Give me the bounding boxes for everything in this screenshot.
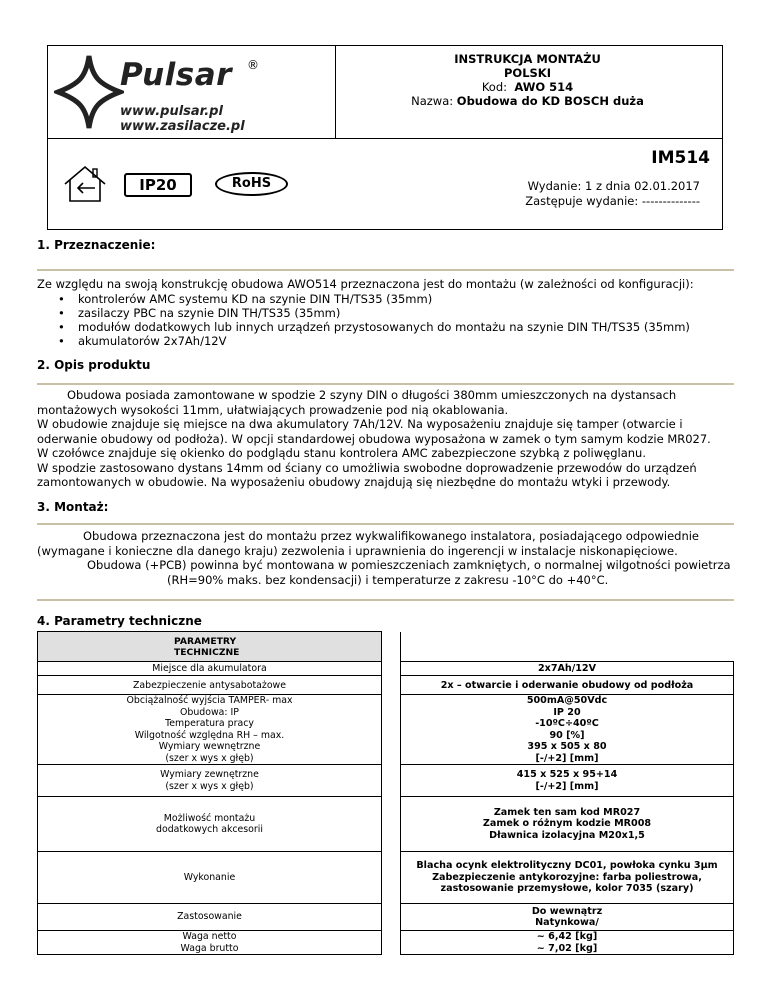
section-3-line: Obudowa (+PCB) powinna być montowana w pomieszczeniach zamkniętych, o normalnej wilgotności powietrza bbox=[87, 558, 731, 572]
row-label: Zastosowanie bbox=[38, 904, 382, 931]
section-3-title: 3. Montaż: bbox=[37, 500, 109, 514]
section-2-title: 2. Opis produktu bbox=[37, 358, 151, 372]
table-row bbox=[38, 662, 734, 676]
header-code bbox=[335, 80, 720, 94]
row-value: Do wewnątrz Natynkowa/ bbox=[401, 904, 734, 931]
table-header-line: TECHNICZNE bbox=[174, 646, 240, 658]
row-value: Zamek ten sam kod MR027 Zamek o różnym kodzie MR008 Dławnica izolacyjna M20x1,5 bbox=[401, 797, 734, 852]
section-3-line: Obudowa przeznaczona jest do montażu przez wykwalifikowanego instalatora, posiadającego odpowiednie bbox=[83, 529, 700, 543]
header-title: INSTRUKCJA MONTAŻU bbox=[454, 52, 601, 66]
section-3-line: (RH=90% maks. bez kondensacji) i temperaturze z zakresu -10°C do +40°C. bbox=[167, 572, 609, 587]
section-2-line: Obudowa posiada zamontowane w spodzie 2 szyny DIN o długości 380mm umieszczonych na dystansach bbox=[67, 388, 677, 402]
section-1-intro: Ze względu na swoją konstrukcję obudowa AWO514 przeznaczona jest do montażu (w zależności od konfiguracji): bbox=[37, 277, 694, 291]
technical-parameters-table bbox=[37, 631, 734, 955]
table-row bbox=[38, 904, 734, 931]
section-1-bullet: • zasilaczy PBC na szynie DIN TH/TS35 (35mm) bbox=[78, 306, 340, 320]
section-3-rule bbox=[37, 523, 734, 525]
logo-url-pulsar: www.pulsar.pl bbox=[120, 104, 223, 119]
section-1-bullet: • kontrolerów AMC systemu KD na szynie DIN TH/TS35 (35mm) bbox=[78, 292, 432, 306]
section-2-line: zamontowanych w obudowie. Na wyposażeniu obudowy znajdują się niezbędne do montażu wtyki i przewody. bbox=[37, 475, 671, 489]
row-value: 500mA@50Vdc IP 20 -10ºC÷40ºC 90 [%] 395 x 505 x 80 [-/+2] [mm] bbox=[401, 695, 734, 765]
logo-url-zasilacze: www.zasilacze.pl bbox=[120, 119, 245, 134]
section-2-line: W obudowie znajduje się miejsce na dwa akumulatory 7Ah/12V. Na wyposażeniu znajduje się tamper (otwarcie i bbox=[37, 417, 683, 431]
logo-brand: Pulsar bbox=[120, 57, 232, 93]
edition-info bbox=[525, 179, 700, 209]
logo-registered-mark: ® bbox=[247, 58, 259, 72]
section-1-bullet: • modułów dodatkowych lub innych urządzeń przystosowanych do montażu na szynie DIN TH/TS35 (35mm) bbox=[78, 320, 690, 334]
table-row bbox=[38, 695, 734, 765]
row-label: Wykonanie bbox=[38, 852, 382, 904]
ip-rating-badge: IP20 bbox=[124, 173, 192, 197]
rohs-badge: RoHS bbox=[215, 172, 288, 196]
row-label: Waga netto Waga brutto bbox=[38, 931, 382, 955]
replaces-edition: Zastępuje wydanie: -------------- bbox=[525, 194, 700, 208]
table-row bbox=[38, 852, 734, 904]
row-label: Możliwość montażu dodatkowych akcesorii bbox=[38, 797, 382, 852]
row-label: Obciążalność wyjścia TAMPER- max Obudowa: IP Temperatura pracy Wilgotność względna RH – max. Wymiary wewnętrzne (szer x wys x głęb) bbox=[38, 695, 382, 765]
table-row bbox=[38, 931, 734, 955]
name-value: Obudowa do KD BOSCH duża bbox=[456, 94, 644, 108]
row-label: Miejsce dla akumulatora bbox=[38, 662, 382, 676]
header-divider-horizontal bbox=[48, 138, 722, 139]
section-2-line: montażowych wysokości 11mm, ułatwiających prowadzenie pod nią okablowania. bbox=[37, 402, 509, 417]
section-3-body bbox=[37, 529, 737, 587]
indoor-house-icon bbox=[63, 164, 107, 204]
section-3-line: (wymagane i konieczne dla danego kraju) zezwolenia i uprawnienia do ingerencji w instalacje niskonapięciowe. bbox=[37, 543, 678, 558]
section-2-line: W spodzie zastosowano dystans 14mm od ściany co umożliwia swobodne doprowadzenie przewodów do urządzeń bbox=[37, 460, 697, 475]
name-label: Nazwa: bbox=[411, 94, 454, 108]
pulsar-logo bbox=[56, 54, 326, 134]
table-header-row bbox=[38, 632, 734, 662]
section-2-line: oderwanie obudowy od podłoża). W opcji standardowej obudowa wyposażona w zamek o tym samym kodzie MR027. bbox=[37, 431, 711, 446]
table-header-cell bbox=[38, 632, 382, 662]
row-value: 415 x 525 x 95+14 [-/+2] [mm] bbox=[401, 765, 734, 797]
header-language: POLSKI bbox=[503, 66, 551, 80]
section-1-bullet: • akumulatorów 2x7Ah/12V bbox=[78, 334, 226, 348]
edition-date: Wydanie: 1 z dnia 02.01.2017 bbox=[527, 179, 700, 193]
header-name bbox=[335, 94, 720, 108]
section-4-title: 4. Parametry techniczne bbox=[37, 614, 202, 628]
row-value: 2x – otwarcie i oderwanie obudowy od podłoża bbox=[401, 676, 734, 695]
row-value: ~ 6,42 [kg] ~ 7,02 [kg] bbox=[401, 931, 734, 955]
code-label: Kod: bbox=[481, 80, 507, 94]
section-2-rule bbox=[37, 383, 734, 385]
document-code: IM514 bbox=[651, 148, 710, 168]
section-3-end-rule bbox=[37, 599, 734, 601]
document-header bbox=[47, 45, 723, 230]
row-value: Blacha ocynk elektrolityczny DC01, powłoka cynku 3µm Zabezpieczenie antykorozyjne: farba poliestrowa, zastosowanie przemysłowe, kolor 7035 (szary) bbox=[401, 852, 734, 904]
table-header-line: PARAMETRY bbox=[174, 635, 237, 647]
section-2-body bbox=[37, 388, 737, 490]
table-row bbox=[38, 797, 734, 852]
section-2-line: W czołówce znajduje się okienko do podglądu stanu kontrolera AMC zabezpieczone szybką z poliwęglanu. bbox=[37, 446, 646, 460]
table-row bbox=[38, 676, 734, 695]
row-label: Wymiary zewnętrzne (szer x wys x głęb) bbox=[38, 765, 382, 797]
header-title-block bbox=[335, 52, 720, 108]
section-1-title: 1. Przeznaczenie: bbox=[37, 238, 156, 252]
row-label: Zabezpieczenie antysabotażowe bbox=[38, 676, 382, 695]
code-value: AWO 514 bbox=[514, 80, 574, 94]
pulsar-diamond-logo-icon bbox=[54, 52, 124, 132]
table-row bbox=[38, 765, 734, 797]
section-1-rule bbox=[37, 269, 734, 271]
row-value: 2x7Ah/12V bbox=[401, 662, 734, 676]
